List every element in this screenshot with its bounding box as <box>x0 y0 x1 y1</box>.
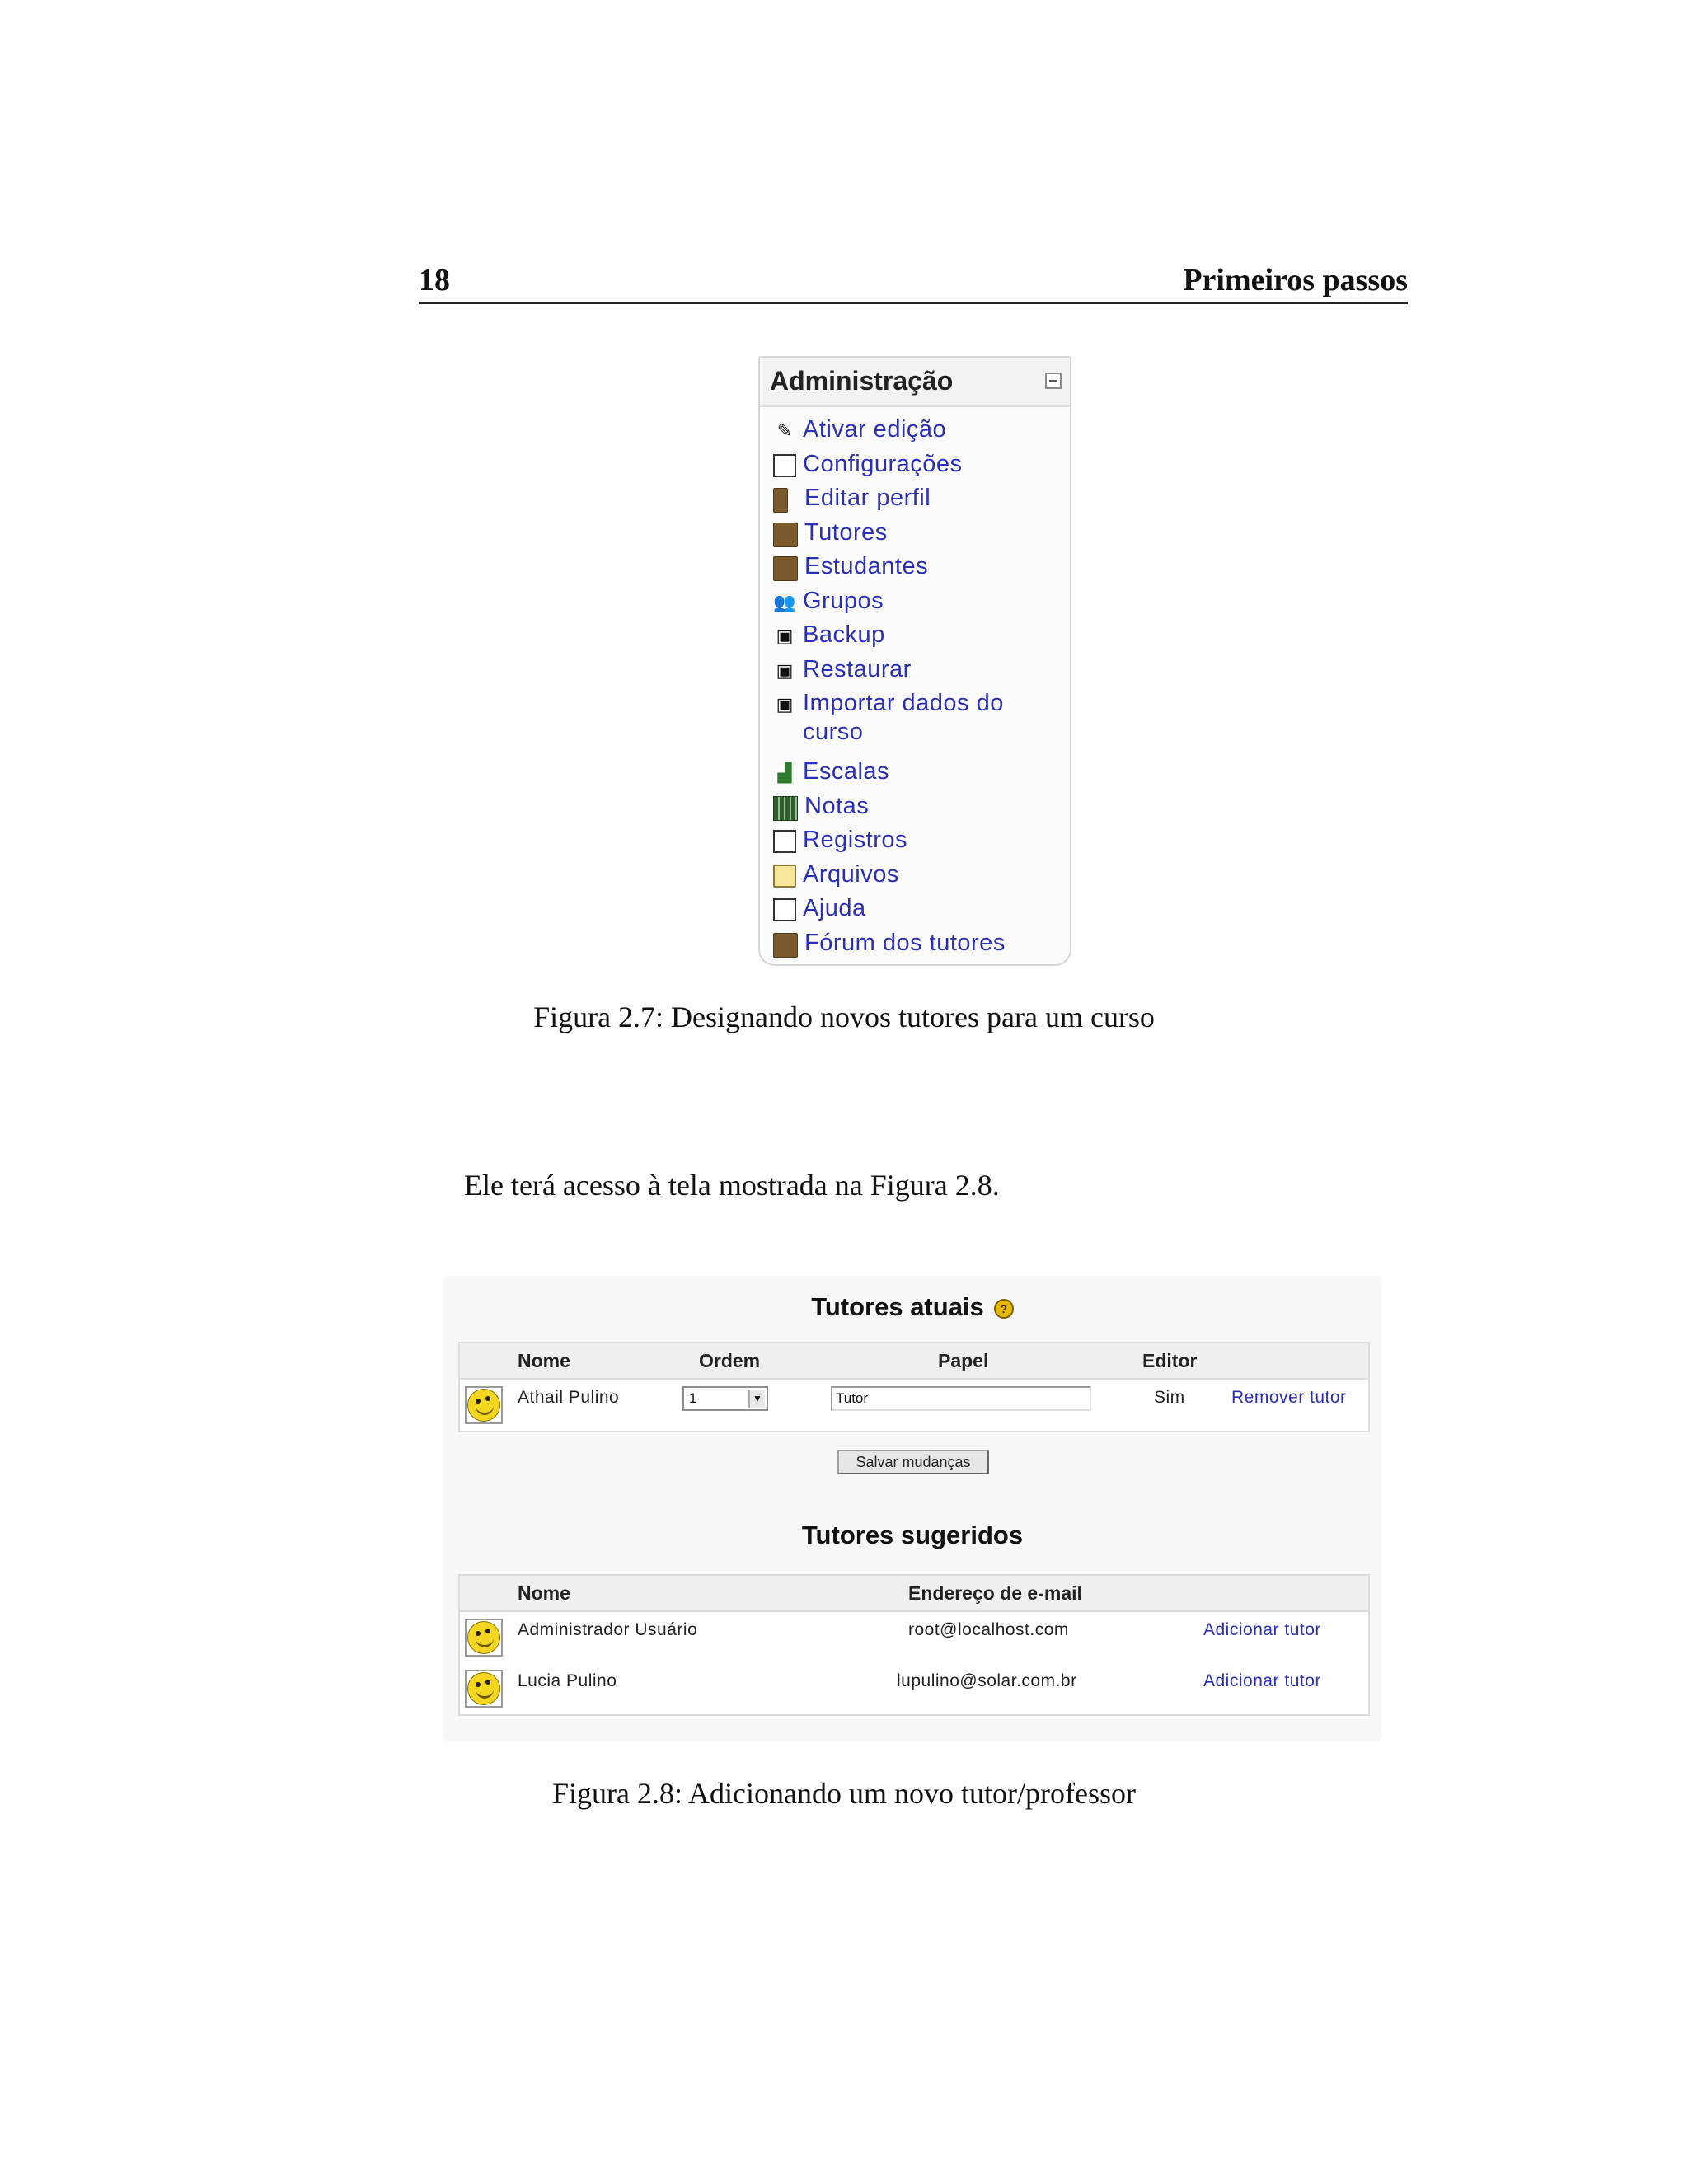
editor-value: Sim <box>1154 1388 1185 1407</box>
menu-item-arquivos[interactable] <box>760 860 1070 895</box>
menu-link[interactable]: Fórum dos tutores <box>804 929 1006 956</box>
menu-item-escalas[interactable] <box>760 757 1070 792</box>
tutor-assignment-panel <box>443 1276 1381 1741</box>
folder-icon <box>773 865 796 888</box>
menu-link[interactable]: Registros <box>803 827 907 853</box>
remove-tutor-link[interactable]: Remover tutor <box>1231 1388 1347 1407</box>
import-icon: ▣ <box>776 694 794 715</box>
order-value: 1 <box>689 1390 697 1406</box>
order-select[interactable] <box>682 1386 768 1411</box>
chevron-down-icon[interactable]: ▼ <box>748 1390 765 1408</box>
avatar[interactable] <box>465 1619 503 1657</box>
avatar[interactable] <box>465 1670 503 1708</box>
bar-chart-icon: ▟ <box>777 762 792 783</box>
current-tutors-title: Tutores atuais <box>811 1292 984 1321</box>
table-header <box>460 1576 1368 1612</box>
profile-icon <box>773 488 788 513</box>
help-document-icon <box>773 898 796 921</box>
menu-item-estudantes[interactable] <box>760 552 1070 587</box>
menu-item-forum-tutores[interactable] <box>760 929 1070 963</box>
current-tutors-heading <box>443 1292 1381 1322</box>
page-number: 18 <box>419 263 450 298</box>
column-header-editor[interactable]: Editor <box>1142 1350 1198 1371</box>
menu-item-ajuda[interactable] <box>760 894 1070 929</box>
menu-link[interactable]: Escalas <box>803 758 890 785</box>
people-icon <box>773 556 798 581</box>
administration-menu <box>760 407 1070 963</box>
current-tutors-table <box>458 1342 1370 1432</box>
menu-link[interactable]: Configurações <box>803 450 963 477</box>
table-row <box>460 1612 1368 1663</box>
tutor-name[interactable]: Athail Pulino <box>518 1388 620 1407</box>
administration-header <box>760 358 1070 407</box>
body-paragraph: Ele terá acesso à tela mostrada na Figura 2.8. <box>464 1169 1000 1202</box>
administration-title: Administração <box>770 366 954 396</box>
user-avatar-icon <box>467 1389 500 1422</box>
menu-link[interactable]: Arquivos <box>803 860 899 888</box>
header-rule <box>419 302 1408 304</box>
restore-icon: ▣ <box>776 659 794 681</box>
tutor-name[interactable]: Administrador Usuário <box>518 1620 698 1639</box>
menu-link[interactable]: Tutores <box>804 518 888 546</box>
people-icon <box>773 523 798 547</box>
suggested-tutors-title: Tutores sugeridos <box>801 1521 1024 1549</box>
help-icon[interactable]: ? <box>994 1299 1014 1319</box>
people-icon <box>773 933 798 958</box>
tutor-email: root@localhost.com <box>908 1620 1069 1639</box>
collapse-icon[interactable] <box>1045 373 1062 389</box>
menu-link[interactable]: Backup <box>803 621 885 648</box>
settings-document-icon <box>773 454 796 477</box>
role-input[interactable]: Tutor <box>831 1386 1091 1411</box>
menu-link[interactable]: Restaurar <box>803 655 912 682</box>
menu-item-configuracoes[interactable] <box>760 450 1070 485</box>
column-header-order[interactable]: Ordem <box>699 1350 761 1371</box>
suggested-tutors-table <box>458 1574 1370 1716</box>
group-icon: 👥 <box>773 591 796 612</box>
user-avatar-icon <box>467 1672 500 1705</box>
administration-block <box>758 356 1071 966</box>
menu-link[interactable]: Editar perfil <box>804 485 931 511</box>
menu-item-restaurar[interactable] <box>760 655 1070 690</box>
menu-item-editar-perfil[interactable] <box>760 484 1070 518</box>
logs-icon <box>773 830 796 853</box>
menu-link[interactable]: Estudantes <box>804 553 929 579</box>
menu-item-grupos[interactable] <box>760 587 1070 621</box>
column-header-email[interactable]: Endereço de e-mail <box>908 1582 1082 1604</box>
menu-link[interactable]: Ajuda <box>803 895 866 921</box>
user-avatar-icon <box>467 1621 500 1654</box>
menu-item-registros[interactable] <box>760 826 1070 860</box>
avatar[interactable] <box>465 1386 503 1424</box>
menu-item-notas[interactable] <box>760 792 1070 827</box>
backup-icon: ▣ <box>776 626 794 646</box>
menu-item-tutores[interactable] <box>760 518 1070 553</box>
figure-caption: Figura 2.7: Designando novos tutores para um curso <box>533 1001 1155 1033</box>
tutor-name[interactable]: Lucia Pulino <box>518 1671 617 1690</box>
table-row <box>460 1663 1368 1714</box>
figure-caption: Figura 2.8: Adicionando um novo tutor/professor <box>552 1777 1136 1810</box>
chapter-title: Primeiros passos <box>1183 263 1408 298</box>
menu-item-backup[interactable] <box>760 621 1070 655</box>
column-header-role[interactable]: Papel <box>938 1350 989 1371</box>
menu-link[interactable]: Notas <box>804 792 870 819</box>
menu-link[interactable]: Ativar edição <box>803 416 947 443</box>
table-header <box>460 1343 1368 1380</box>
add-tutor-link[interactable]: Adicionar tutor <box>1203 1671 1321 1690</box>
tutor-email: lupulino@solar.com.br <box>897 1671 1077 1690</box>
add-tutor-link[interactable]: Adicionar tutor <box>1203 1620 1321 1639</box>
grades-grid-icon <box>773 796 798 821</box>
menu-link[interactable]: Importar dados do curso <box>803 690 1004 745</box>
table-row <box>460 1380 1368 1431</box>
pencil-icon: ✎ <box>776 420 793 441</box>
save-changes-button[interactable]: Salvar mudanças <box>837 1450 989 1474</box>
column-header-name[interactable]: Nome <box>518 1582 570 1604</box>
column-header-name[interactable]: Nome <box>518 1350 570 1371</box>
menu-item-importar[interactable] <box>760 689 1070 757</box>
menu-link[interactable]: Grupos <box>803 587 884 614</box>
menu-item-ativar-edicao[interactable] <box>760 415 1070 450</box>
